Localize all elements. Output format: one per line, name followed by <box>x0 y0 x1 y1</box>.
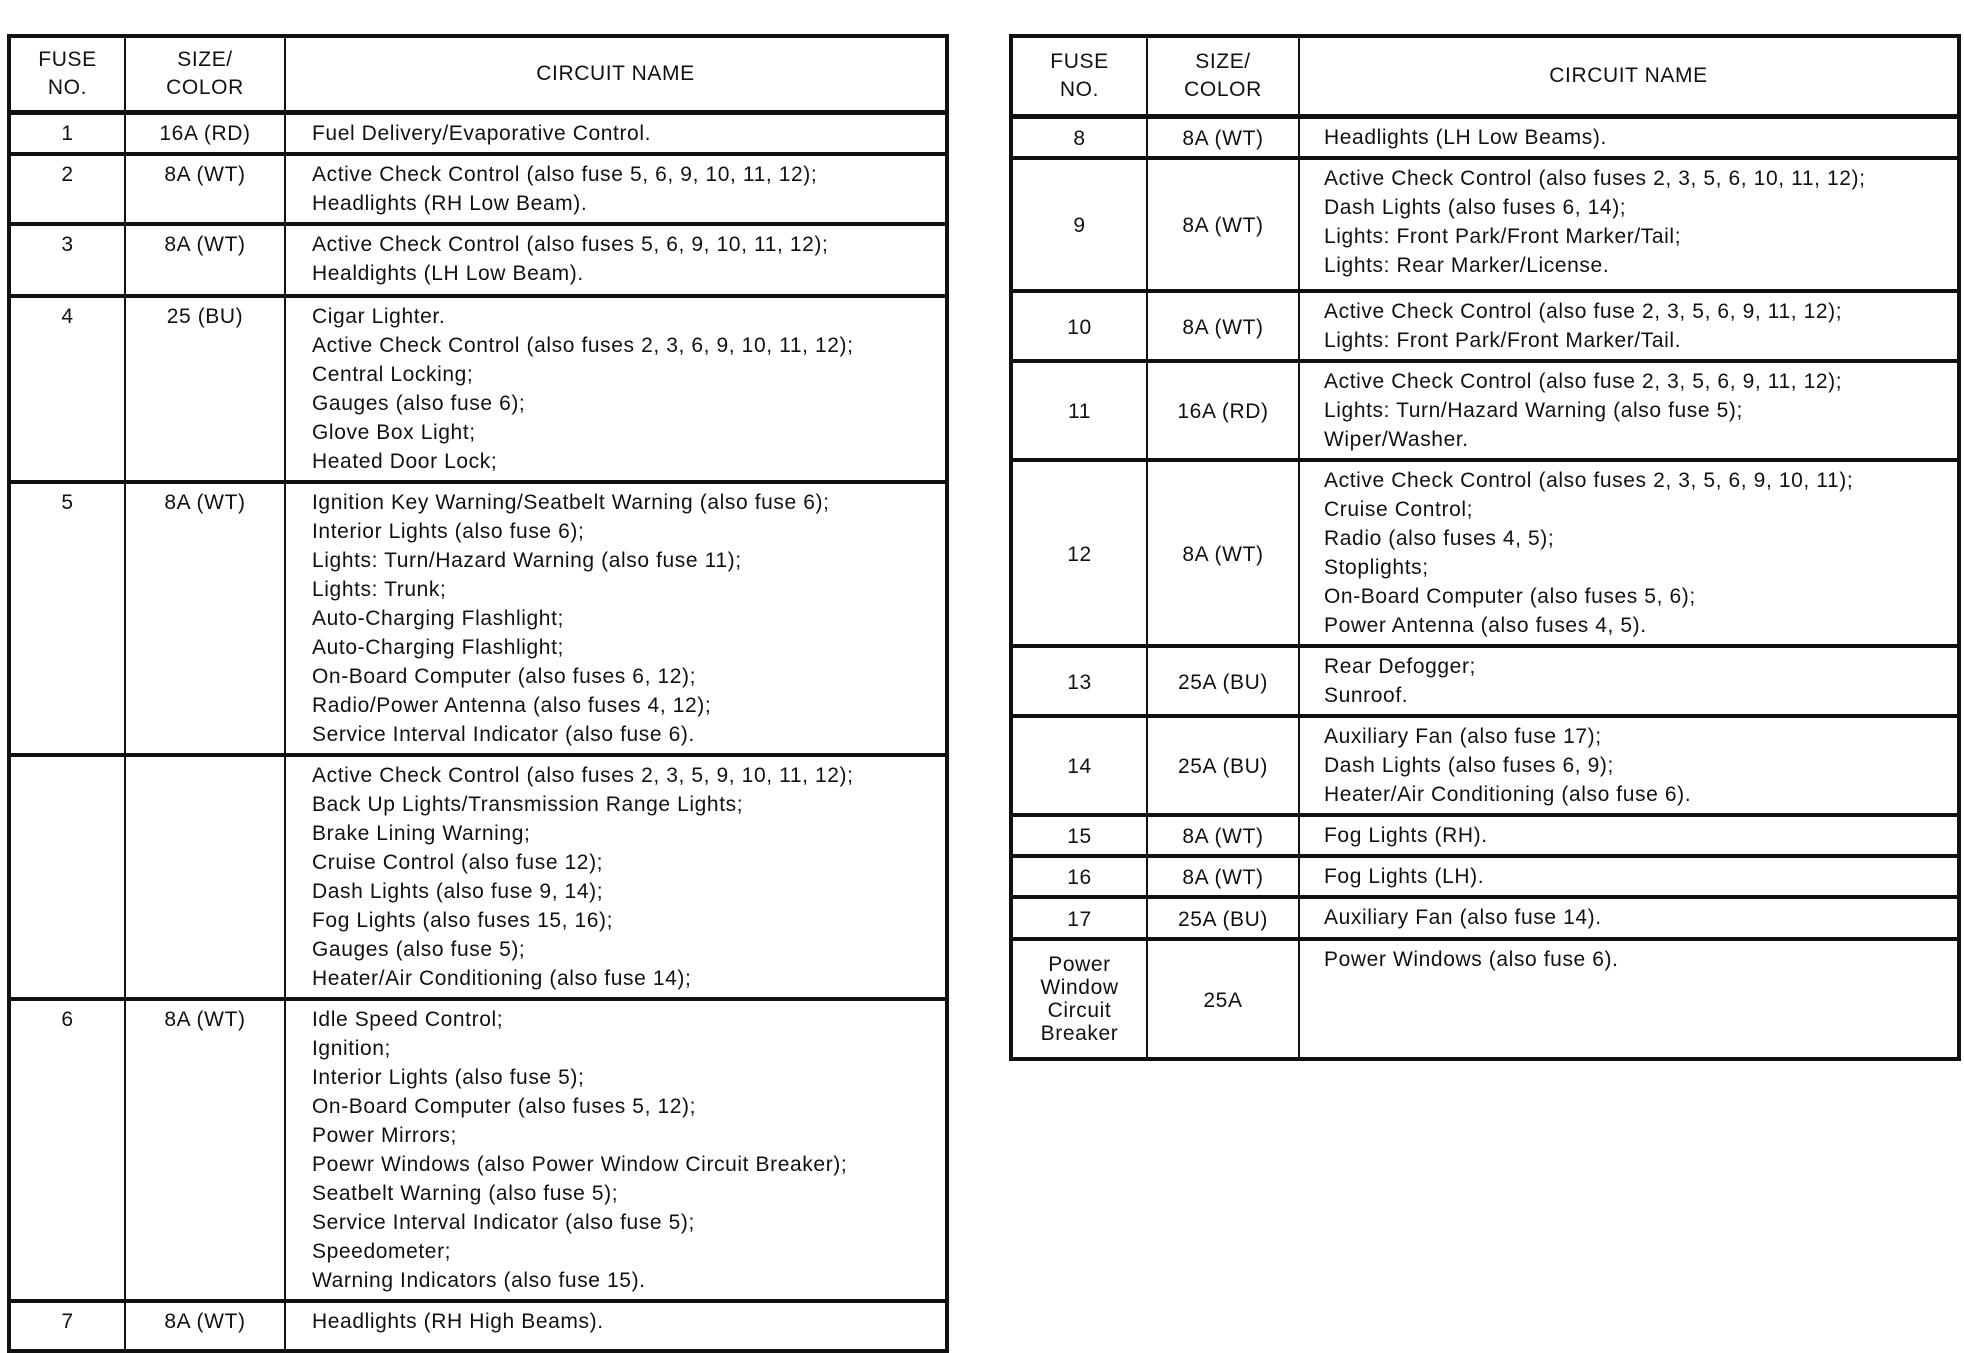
header-circuit-name: CIRCUIT NAME <box>1299 36 1959 116</box>
circuit-line: Active Check Control (also fuse 2, 3, 5, 6, 9, 11, 12); <box>1324 369 1843 393</box>
fuse-number-cell: 14 <box>1011 716 1147 815</box>
circuit-line: Interior Lights (also fuse 6); <box>312 519 585 543</box>
size-color-cell: 8A (WT) <box>125 999 285 1301</box>
circuit-line: Glove Box Light; <box>312 420 476 444</box>
circuit-name-cell <box>1299 291 1959 361</box>
fuse-number-cell: 8 <box>1011 116 1147 158</box>
circuit-name-cell <box>1299 158 1959 291</box>
circuit-line: Headlights (RH Low Beam). <box>312 191 588 215</box>
circuit-line: Active Check Control (also fuses 5, 6, 9, 10, 11, 12); <box>312 232 829 256</box>
header-size-color-line: SIZE/ <box>1195 49 1251 73</box>
circuit-line: Lights: Turn/Hazard Warning (also fuse 5); <box>1324 398 1743 422</box>
circuit-line: Heater/Air Conditioning (also fuse 6). <box>1324 782 1692 806</box>
circuit-line: Wiper/Washer. <box>1324 427 1469 451</box>
fuse-number-cell: 11 <box>1011 361 1147 460</box>
circuit-line: Dash Lights (also fuse 9, 14); <box>312 879 604 903</box>
fuse-number-cell <box>9 755 125 999</box>
circuit-name-cell <box>285 224 947 296</box>
header-fuse-no <box>9 36 125 112</box>
circuit-line: Ignition; <box>312 1036 391 1060</box>
circuit-line: Active Check Control (also fuse 5, 6, 9, 10, 11, 12); <box>312 162 818 186</box>
circuit-name-cell <box>1299 856 1959 897</box>
circuit-line: Auto-Charging Flashlight; <box>312 635 564 659</box>
size-color-cell: 8A (WT) <box>125 224 285 296</box>
circuit-line: Headlights (RH High Beams). <box>312 1309 604 1333</box>
fuse-table-left <box>7 34 949 1353</box>
size-color-cell: 16A (RD) <box>125 112 285 154</box>
circuit-name-cell <box>285 999 947 1301</box>
header-fuse-no-line: FUSE <box>1050 49 1109 73</box>
circuit-line: Active Check Control (also fuses 2, 3, 5, 6, 9, 10, 11); <box>1324 468 1854 492</box>
header-fuse-no-line: FUSE <box>38 47 97 71</box>
size-color-cell: 8A (WT) <box>1147 116 1299 158</box>
circuit-line: Active Check Control (also fuses 2, 3, 6, 9, 10, 11, 12); <box>312 333 854 357</box>
right-fuse-row <box>1011 361 1959 460</box>
fuse-table-right <box>1009 34 1961 1061</box>
right-fuse-row <box>1011 291 1959 361</box>
circuit-line: Lights: Front Park/Front Marker/Tail; <box>1324 224 1682 248</box>
circuit-line: Active Check Control (also fuse 2, 3, 5, 6, 9, 11, 12); <box>1324 299 1843 323</box>
right-fuse-row <box>1011 716 1959 815</box>
circuit-line: Power Windows (also fuse 6). <box>1324 947 1619 971</box>
circuit-line: Fog Lights (also fuses 15, 16); <box>312 908 614 932</box>
circuit-line: On-Board Computer (also fuses 6, 12); <box>312 664 697 688</box>
circuit-line: Auto-Charging Flashlight; <box>312 606 564 630</box>
left-fuse-row <box>9 112 947 154</box>
circuit-name-cell <box>285 112 947 154</box>
circuit-name-cell <box>1299 939 1959 1059</box>
circuit-name-cell <box>1299 460 1959 646</box>
circuit-name-cell <box>1299 815 1959 856</box>
size-color-cell: 25A <box>1147 939 1299 1059</box>
circuit-line: On-Board Computer (also fuses 5, 12); <box>312 1094 697 1118</box>
circuit-line: Cruise Control; <box>1324 497 1474 521</box>
left-fuse-row <box>9 482 947 755</box>
size-color-cell: 8A (WT) <box>125 482 285 755</box>
fuse-number-cell: 17 <box>1011 897 1147 939</box>
circuit-line: Central Locking; <box>312 362 474 386</box>
circuit-line: Warning Indicators (also fuse 15). <box>312 1268 646 1292</box>
circuit-line: Radio (also fuses 4, 5); <box>1324 526 1555 550</box>
circuit-name-cell <box>285 154 947 224</box>
fuse-number-cell: 2 <box>9 154 125 224</box>
circuit-line: Lights: Trunk; <box>312 577 447 601</box>
circuit-name-cell <box>1299 716 1959 815</box>
circuit-line: Power Mirrors; <box>312 1123 457 1147</box>
circuit-name-cell <box>285 482 947 755</box>
left-fuse-row <box>9 755 947 999</box>
circuit-line: Seatbelt Warning (also fuse 5); <box>312 1181 619 1205</box>
circuit-line: Ignition Key Warning/Seatbelt Warning (also fuse 6); <box>312 490 830 514</box>
fuse-number-cell: 13 <box>1011 646 1147 716</box>
circuit-line: Stoplights; <box>1324 555 1429 579</box>
right-fuse-row <box>1011 939 1959 1059</box>
left-fuse-row <box>9 154 947 224</box>
circuit-line: Cruise Control (also fuse 12); <box>312 850 604 874</box>
size-color-cell: 25A (BU) <box>1147 646 1299 716</box>
left-fuse-row <box>9 224 947 296</box>
right-fuse-row <box>1011 116 1959 158</box>
fuse-number-cell: 16 <box>1011 856 1147 897</box>
left-fuse-row <box>9 999 947 1301</box>
circuit-line: Fuel Delivery/Evaporative Control. <box>312 121 652 145</box>
right-fuse-row <box>1011 856 1959 897</box>
fuse-number-cell: 4 <box>9 296 125 482</box>
circuit-name-cell <box>285 296 947 482</box>
circuit-line: Lights: Rear Marker/License. <box>1324 253 1610 277</box>
size-color-cell: 16A (RD) <box>1147 361 1299 460</box>
size-color-cell: 8A (WT) <box>125 1301 285 1351</box>
fuse-number-cell: 10 <box>1011 291 1147 361</box>
circuit-line: Brake Lining Warning; <box>312 821 531 845</box>
circuit-line: Auxiliary Fan (also fuse 17); <box>1324 724 1602 748</box>
circuit-line: Gauges (also fuse 6); <box>312 391 526 415</box>
circuit-line: Active Check Control (also fuses 2, 3, 5, 6, 10, 11, 12); <box>1324 166 1866 190</box>
circuit-line: Back Up Lights/Transmission Range Lights; <box>312 792 744 816</box>
circuit-line: Rear Defogger; <box>1324 654 1476 678</box>
circuit-name-cell <box>285 1301 947 1351</box>
circuit-name-cell <box>1299 361 1959 460</box>
header-circuit-name: CIRCUIT NAME <box>285 36 947 112</box>
size-color-cell: 8A (WT) <box>1147 291 1299 361</box>
fuse-number-cell: Power Window Circuit Breaker <box>1011 939 1147 1059</box>
circuit-line: Cigar Lighter. <box>312 304 446 328</box>
size-color-cell <box>125 755 285 999</box>
right-table-body <box>1011 116 1959 1059</box>
circuit-line: Service Interval Indicator (also fuse 5); <box>312 1210 695 1234</box>
circuit-name-cell <box>1299 116 1959 158</box>
circuit-name-cell <box>1299 646 1959 716</box>
circuit-line: Radio/Power Antenna (also fuses 4, 12); <box>312 693 712 717</box>
header-size-color <box>1147 36 1299 116</box>
header-fuse-no <box>1011 36 1147 116</box>
circuit-line: Heated Door Lock; <box>312 449 498 473</box>
fuse-number-cell: 9 <box>1011 158 1147 291</box>
size-color-cell: 8A (WT) <box>1147 158 1299 291</box>
header-size-color-line: COLOR <box>1184 77 1262 101</box>
circuit-name-cell <box>1299 897 1959 939</box>
left-fuse-row <box>9 1301 947 1351</box>
fuse-number-cell: 7 <box>9 1301 125 1351</box>
circuit-line: Service Interval Indicator (also fuse 6). <box>312 722 695 746</box>
size-color-cell: 8A (WT) <box>1147 815 1299 856</box>
circuit-line: Power Antenna (also fuses 4, 5). <box>1324 613 1647 637</box>
circuit-line: Poewr Windows (also Power Window Circuit Breaker); <box>312 1152 848 1176</box>
right-fuse-row <box>1011 815 1959 856</box>
header-size-color <box>125 36 285 112</box>
fuse-number-cell: 3 <box>9 224 125 296</box>
circuit-line: Lights: Turn/Hazard Warning (also fuse 11); <box>312 548 742 572</box>
circuit-line: Active Check Control (also fuses 2, 3, 5, 9, 10, 11, 12); <box>312 763 854 787</box>
fuse-number-cell: 6 <box>9 999 125 1301</box>
size-color-cell: 8A (WT) <box>1147 856 1299 897</box>
header-size-color-line: SIZE/ <box>177 47 233 71</box>
header-fuse-no-line: NO. <box>47 75 88 99</box>
circuit-line: Dash Lights (also fuses 6, 14); <box>1324 195 1627 219</box>
size-color-cell: 8A (WT) <box>125 154 285 224</box>
right-fuse-row <box>1011 460 1959 646</box>
circuit-line: Fog Lights (LH). <box>1324 864 1485 888</box>
header-size-color-line: COLOR <box>166 75 244 99</box>
circuit-line: Heater/Air Conditioning (also fuse 14); <box>312 966 692 990</box>
header-row <box>9 36 947 112</box>
right-fuse-row <box>1011 646 1959 716</box>
circuit-line: Healdights (LH Low Beam). <box>312 261 584 285</box>
size-color-cell: 25A (BU) <box>1147 897 1299 939</box>
circuit-line: Sunroof. <box>1324 683 1409 707</box>
fuse-number-cell: 5 <box>9 482 125 755</box>
size-color-cell: 25A (BU) <box>1147 716 1299 815</box>
fuse-number-cell: 15 <box>1011 815 1147 856</box>
size-color-cell: 25 (BU) <box>125 296 285 482</box>
circuit-line: Fog Lights (RH). <box>1324 823 1488 847</box>
right-fuse-row <box>1011 897 1959 939</box>
circuit-line: Interior Lights (also fuse 5); <box>312 1065 585 1089</box>
circuit-line: Gauges (also fuse 5); <box>312 937 526 961</box>
circuit-line: Idle Speed Control; <box>312 1007 504 1031</box>
circuit-line: Speedometer; <box>312 1239 452 1263</box>
right-fuse-row <box>1011 158 1959 291</box>
circuit-line: On-Board Computer (also fuses 5, 6); <box>1324 584 1696 608</box>
header-fuse-no-line: NO. <box>1059 77 1100 101</box>
fuse-number-cell: 12 <box>1011 460 1147 646</box>
circuit-name-cell <box>285 755 947 999</box>
fuse-number-cell: 1 <box>9 112 125 154</box>
left-table-body <box>9 112 947 1351</box>
circuit-line: Lights: Front Park/Front Marker/Tail. <box>1324 328 1682 352</box>
header-row <box>1011 36 1959 116</box>
circuit-line: Headlights (LH Low Beams). <box>1324 125 1607 149</box>
size-color-cell: 8A (WT) <box>1147 460 1299 646</box>
circuit-line: Dash Lights (also fuses 6, 9); <box>1324 753 1614 777</box>
left-fuse-row <box>9 296 947 482</box>
circuit-line: Auxiliary Fan (also fuse 14). <box>1324 905 1602 929</box>
